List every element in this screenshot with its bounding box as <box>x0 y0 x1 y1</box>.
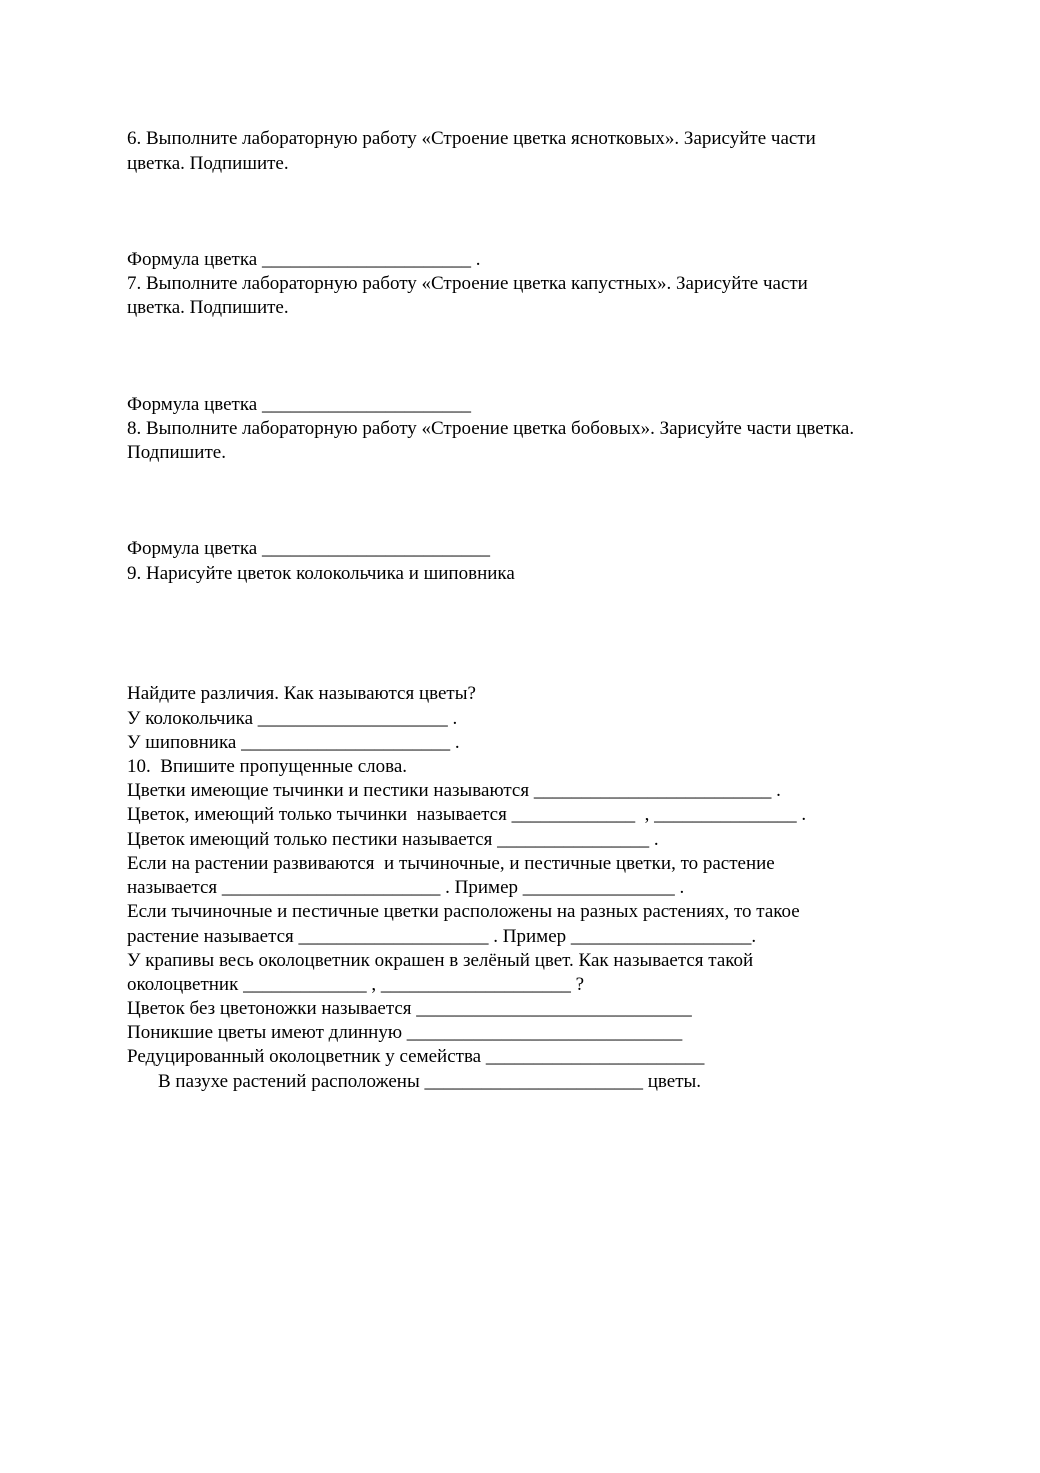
task6-line2: цветка. Подпишите. <box>127 153 289 174</box>
task8-line1: 8. Выполните лабораторную работу «Строение цветка бобовых». Зарисуйте части цветка. <box>127 418 855 439</box>
task10-line-7: растение называется ____________________ . Пример ___________________. <box>127 926 757 947</box>
task10-line-12: Редуцированный околоцветник у семейства _______________________ <box>127 1046 705 1067</box>
task10-line-8: У крапивы весь околоцветник окрашен в зелёный цвет. Как называется такой <box>127 950 754 971</box>
task10-line-10: Цветок без цветоножки называется _____________________________ <box>127 998 692 1019</box>
task10-title: 10. Впишите пропущенные слова. <box>127 756 408 777</box>
task9-diff: Найдите различия. Как называются цветы? <box>127 683 476 704</box>
task7-line1: 7. Выполните лабораторную работу «Строение цветка капустных». Зарисуйте части <box>127 273 808 294</box>
task6-formula: Формула цветка ______________________ . <box>127 249 481 270</box>
task10-line-6: Если тычиночные и пестичные цветки расположены на разных растениях, то такое <box>127 901 800 922</box>
task7-line2: цветка. Подпишите. <box>127 297 289 318</box>
task10-line-2: Цветок, имеющий только тычинки называется _____________ , _______________ . <box>127 804 807 825</box>
task10-line-3: Цветок имеющий только пестики называется ________________ . <box>127 829 659 850</box>
task8-formula: Формула цветка ________________________ <box>127 538 490 559</box>
task10-line-13: В пазухе растений расположены _______________________ цветы. <box>158 1071 702 1092</box>
task9-rose: У шиповника ______________________ . <box>127 732 460 753</box>
task7-formula: Формула цветка ______________________ <box>127 394 471 415</box>
task10-line-9: околоцветник _____________ , ____________________ ? <box>127 974 585 995</box>
task10-line-5: называется _______________________ . Пример ________________ . <box>127 877 685 898</box>
task10-line-4: Если на растении развиваются и тычиночные, и пестичные цветки, то растение <box>127 853 775 874</box>
task9-line1: 9. Нарисуйте цветок колокольчика и шиповника <box>127 563 515 584</box>
task6-line1: 6. Выполните лабораторную работу «Строение цветка яснотковых». Зарисуйте части <box>127 128 816 149</box>
task8-line2: Подпишите. <box>127 442 226 463</box>
task9-bell: У колокольчика ____________________ . <box>127 708 458 729</box>
task10-line-11: Поникшие цветы имеют длинную _____________________________ <box>127 1022 683 1043</box>
task10-line-1: Цветки имеющие тычинки и пестики называются _________________________ . <box>127 780 781 801</box>
